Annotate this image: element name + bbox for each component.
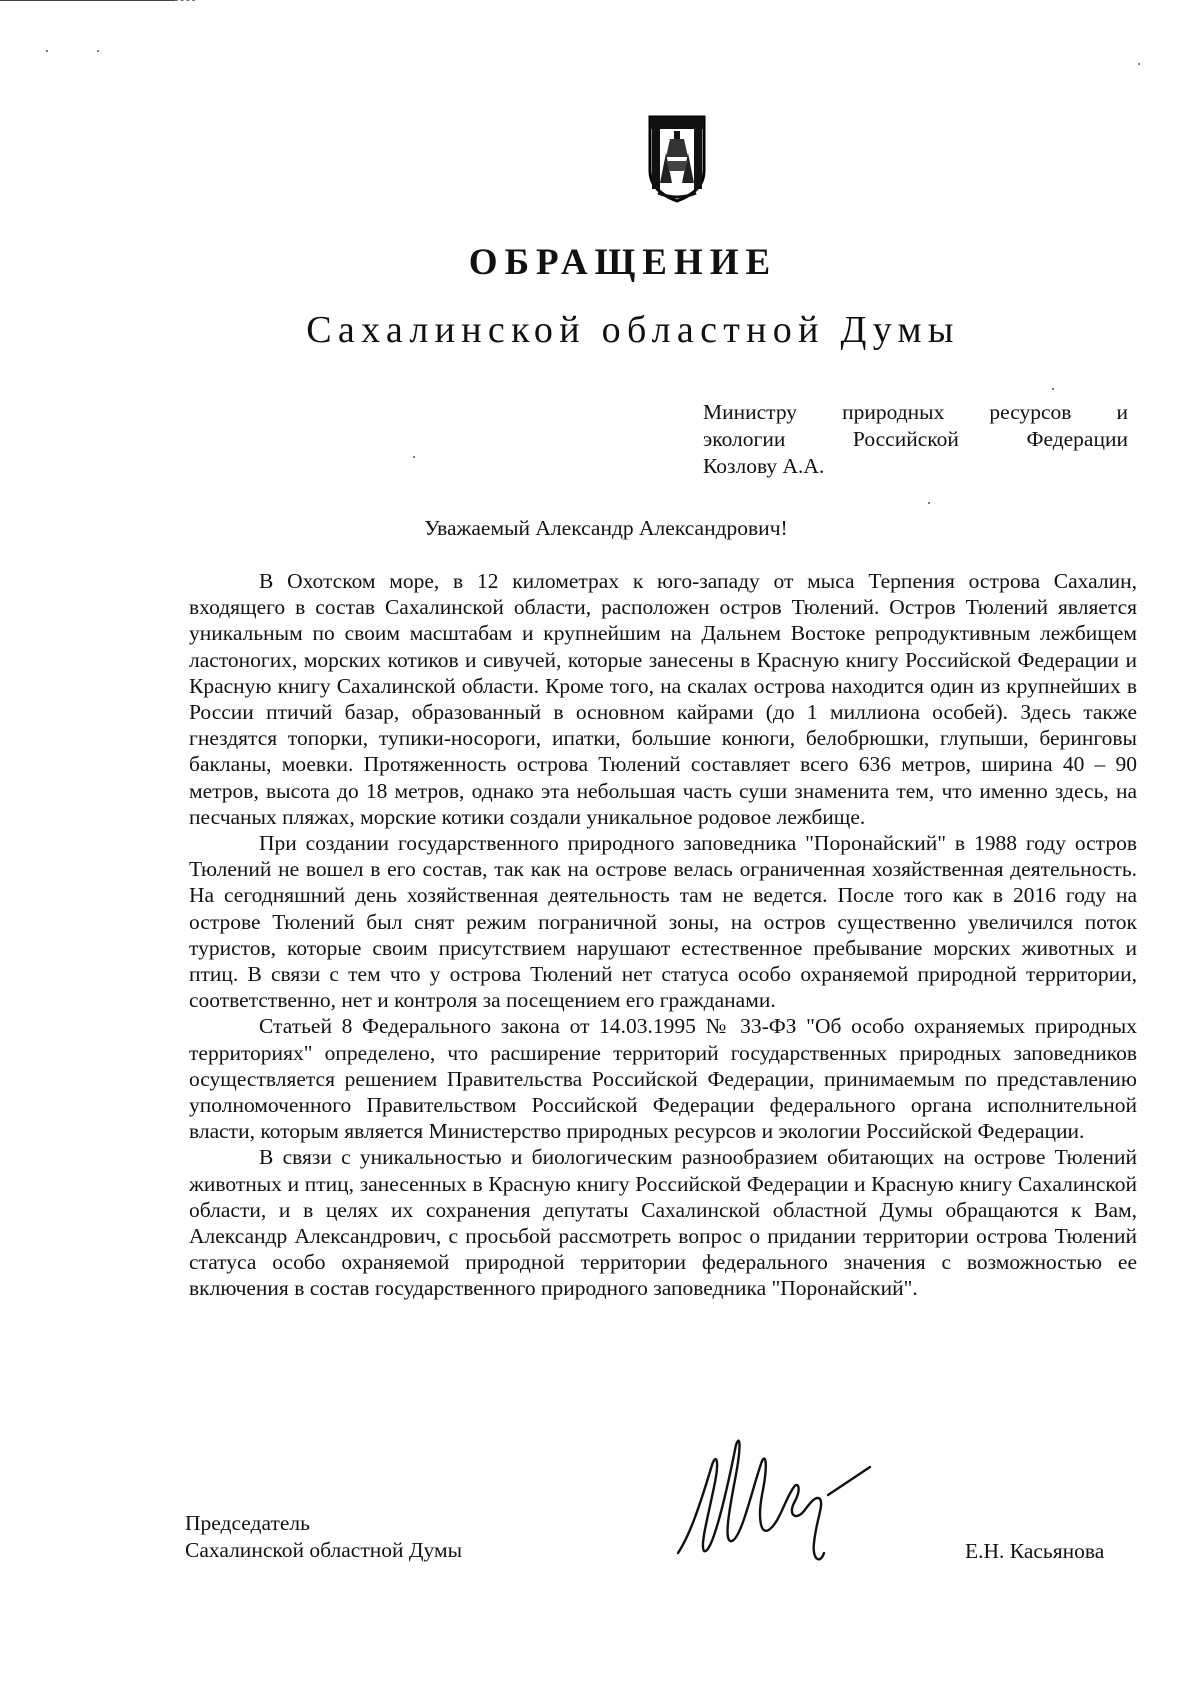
addressee-line: Министру природных ресурсов и	[703, 400, 1128, 424]
position-line: Председатель	[185, 1511, 310, 1535]
scan-speck	[928, 502, 930, 504]
letter-body	[189, 568, 1137, 1302]
scan-speck	[46, 50, 48, 52]
scan-speck	[1138, 63, 1140, 65]
document-subtitle: Сахалинской областной Думы	[306, 309, 960, 351]
addressee-line: экологии Российской Федерации	[703, 427, 1128, 451]
body-paragraph: В Охотском море, в 12 километрах к юго-западу от мыса Терпения острова Сахалин, входящего в состав Сахалинской области, расположен остров Тюлений. Остров Тюлений является уникальным по своим масштабам и крупнейшим на Дальнем Востоке репродуктивным лежбищем ластоногих, морских котиков и сивучей, которые занесены в Красную книгу Российской Федерации и Красную книгу Сахалинской области. Кроме того, на скалах острова находится один из крупнейших в России птичий базар, образованный в основном кайрами (до 1 миллиона особей). Здесь также гнездятся топорки, тупики-носороги, ипатки, большие конюги, белобрюшки, глупыши, беринговы бакланы, моевки. Протяженность острова Тюлений составляет всего 636 метров, ширина 40 – 90 метров, высота до 18 метров, однако эта небольшая часть суши знаменита тем, что именно здесь, на песчаных пляжах, морские котики создали уникальное родовое лежбище.	[189, 569, 1137, 829]
salutation: Уважаемый Александр Александрович!	[424, 516, 788, 540]
scan-speck	[97, 50, 99, 52]
scan-edge-line	[0, 0, 175, 1]
document-title: ОБРАЩЕНИЕ	[468, 242, 778, 283]
body-paragraph: Статьей 8 Федерального закона от 14.03.1995 № 33-ФЗ "Об особо охраняемых природных территориях" определено, что расширение территорий государственных природных заповедников осуществляется решением Правительства Российской Федерации, принимаемым по представлению уполномоченного Правительством Российской Федерации федерального органа исполнительной власти, которым является Министерство природных ресурсов и экологии Российской Федерации.	[189, 1014, 1137, 1144]
signatory-name: Е.Н. Касьянова	[965, 1539, 1105, 1563]
body-paragraph: В связи с уникальностью и биологическим разнообразием обитающих на острове Тюлений животных и птиц, занесенных в Красную книгу Российской Федерации и Красную книгу Сахалинской области, и в целях их сохранения депутаты Сахалинской областной Думы обращаются к Вам, Александр Александрович, с просьбой рассмотреть вопрос о придании территории острова Тюлений статуса особо охраняемой природной территории федерального значения с возможностью ее включения в состав государственного природного заповедника "Поронайский".	[189, 1145, 1137, 1301]
position-line: Сахалинской областной Думы	[185, 1538, 463, 1562]
body-paragraph: При создании государственного природного заповедника "Поронайский" в 1988 году остров Тюлений не вошел в его состав, так как на острове велась ограниченная хозяйственная деятельность. На сегодняшний день хозяйственная деятельность там не ведется. После того как в 2016 году на острове Тюлений был снят режим пограничной зоны, на остров существенно увеличился поток туристов, которые своим присутствием нарушают естественное пребывание морских животных и птиц. В связи с тем что у острова Тюлений нет статуса особо охраняемой природной территории, соответственно, нет и контроля за посещением его гражданами.	[189, 831, 1137, 1013]
addressee-block	[703, 399, 1128, 480]
handwritten-signature-icon	[670, 1425, 880, 1575]
coat-of-arms-icon	[644, 113, 710, 203]
scan-speck	[1052, 388, 1054, 390]
signatory-position	[185, 1510, 462, 1564]
addressee-name: Козлову А.А.	[703, 454, 825, 478]
scan-edge-line-dashed	[175, 0, 195, 1]
scan-speck	[413, 456, 415, 458]
